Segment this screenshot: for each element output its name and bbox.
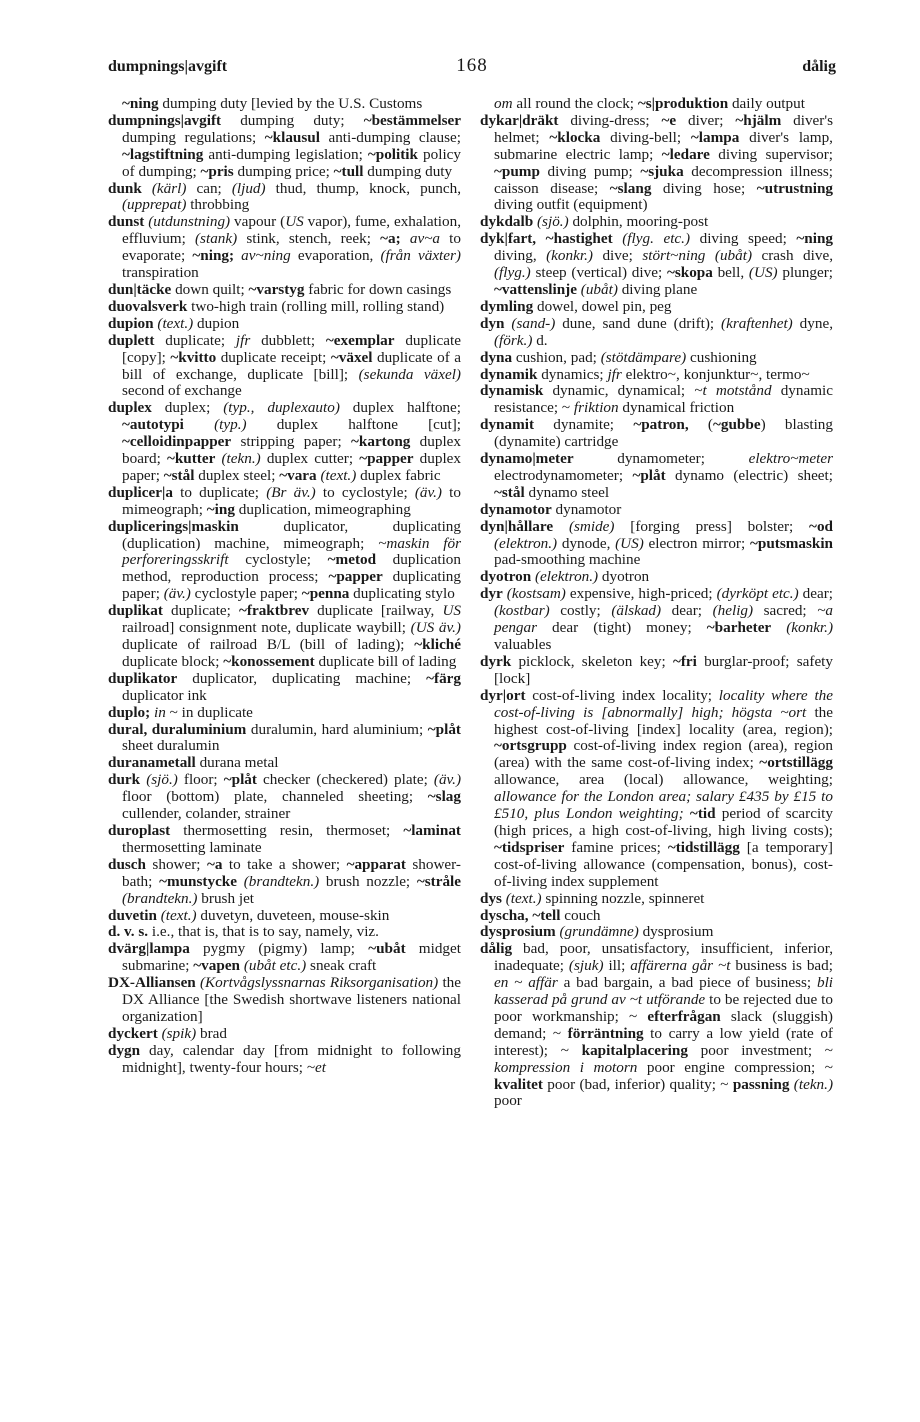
dictionary-entry: dyn (sand-) dune, sand dune (drift); (kraftenhet) dyne, (förk.) d. (480, 314, 833, 349)
dictionary-entry: dyn|hållare (smide) [forging press] bolster; ~od (elektron.) dynode, (US) electron mirror; ~putsmaskin pad-smoothing machine (480, 517, 833, 569)
running-head (108, 55, 836, 84)
dictionary-entry: dymling dowel, dowel pin, peg (480, 297, 672, 315)
dictionary-entry: DX-Alliansen (Kortvågslyssnarnas Riksorganisation) the DX Alliance [the Swedish shortwave listeners national organization] (108, 974, 461, 1025)
dictionary-entry: duplicer|a to duplicate; (Br äv.) to cyclostyle; (äv.) to mimeograph; ~ing duplication, mimeographing (108, 483, 461, 518)
dictionary-entry: dålig bad, poor, unsatisfactory, insufficient, inferior, inadequate; (sjuk) ill; affärerna går ~t business is bad; en ~ affär a bad bargain, a bad piece of business; bli kasserad på grund av ~t utförande to be rejected due to poor workmanship; ~ efterfrågan slack (sluggish) demand; ~ förräntning to carry a low yield (rate of interest); ~ kapitalplacering poor investment; ~ kompression i motorn poor engine compression; ~ kvalitet poor (bad, inferior) quality; ~ passning (tekn.) poor (480, 940, 834, 1110)
dictionary-entry: dynamit dynamite; ~patron, (~gubbe) blasting (dynamite) cartridge (480, 416, 833, 451)
dictionary-entry: dynamik dynamics; jfr elektro~, konjunktur~, termo~ (480, 365, 810, 383)
first-headword: dumpnings|avgift (108, 58, 228, 75)
dictionary-entry: dygn day, calendar day [from midnight to following midnight], twenty-four hours; ~et (108, 1041, 461, 1076)
dictionary-entry: dyr|ort cost-of-living index locality; locality where the cost-of-living is [abnormally] high; högsta ~ort the highest cost-of-living [index] locality (area, region); ~ortsgrupp cost-of-living index region (area), region (area) with the same cost-of-living index; ~ortstillägg allowance, area (local) allowance, weighting; allowance for the London area; salary £435 by £15 to £510, plus London weighting; ~tid period of scarcity (high prices, a high cost-of-living, high living costs); ~tidspriser famine prices; ~tidstillägg [a temporary] cost-of-living allowance (compensation, bonus), cost-of-living index supplement (480, 686, 833, 890)
dictionary-entry: dynamo|meter dynamometer; elektro~meter electrodynamometer; ~plåt dynamo (electric) sheet; ~stål dynamo steel (480, 450, 833, 501)
dictionary-entry: om all round the clock; ~s|produktion daily output (494, 95, 805, 112)
dictionary-entry: dunst (utdunstning) vapour (US vapor), fume, exhalation, effluvium; (stank) stink, stench, reek; ~a; av~a to evaporate; ~ning; av~ning evaporation, (från växter) transpiration (108, 213, 462, 282)
dictionary-entry: dyr (kostsam) expensive, high-priced; (dyrköpt etc.) dear; (kostbar) costly; (älskad) dear; (helig) sacred; ~a pengar dear (tight) money; ~barheter (konkr.) valuables (480, 585, 834, 653)
dictionary-entry: dun|täcke down quilt; ~varstyg fabric for down casings (108, 280, 452, 298)
dictionary-entry: dys (text.) spinning nozzle, spinneret (480, 889, 705, 907)
dictionary-entry: duplex duplex; (typ., duplexauto) duplex halftone; ~autotypi (typ.) duplex halftone [cut]; ~celloidinpapper stripping paper; ~kartong duplex board; ~kutter (tekn.) duplex cutter; ~papper duplex paper; ~stål duplex steel; ~vara (text.) duplex fabric (108, 399, 461, 484)
dictionary-entry: duovalsverk two-high train (rolling mill, rolling stand) (108, 297, 445, 315)
dictionary-entry: dynamisk dynamic, dynamical; ~t motstånd dynamic resistance; ~ friktion dynamical friction (480, 382, 833, 417)
dictionary-entry: dyrk picklock, skeleton key; ~fri burglar-proof; safety [lock] (480, 652, 833, 687)
dictionary-entry: duroplast thermosetting resin, thermoset; ~laminat thermosetting laminate (108, 821, 461, 856)
dictionary-entry: dunk (kärl) can; (ljud) thud, thump, knock, punch, (upprepat) throbbing (108, 179, 461, 214)
last-headword: dålig (802, 58, 836, 75)
dictionary-entry: dupion (text.) dupion (108, 314, 240, 332)
dictionary-entry: dykdalb (sjö.) dolphin, mooring-post (480, 213, 709, 231)
dictionary-entry: duplikat duplicate; ~fraktbrev duplicate [railway, US railroad] consignment note, duplicate waybill; (US äv.) duplicate of railroad B/L (bill of lading); ~kliché duplicate block; ~konossement duplicate bill of lading (108, 602, 461, 670)
dictionary-entry: durk (sjö.) floor; ~plåt checker (checkered) plate; (äv.) floor (bottom) plate, channeled sheeting; ~slag cullender, colander, strainer (108, 771, 462, 823)
dictionary-entry: dyckert (spik) brad (108, 1024, 227, 1042)
dictionary-entry: dyscha, ~tell couch (480, 906, 601, 924)
dictionary-entry: d. v. s. i.e., that is, that is to say, namely, viz. (108, 923, 379, 941)
dictionary-entry: dysprosium (grundämne) dysprosium (480, 923, 714, 941)
dictionary-entry: dumpnings|avgift dumping duty; ~bestämmelser dumping regulations; ~klausul anti-dumping clause; ~lagstiftning anti-dumping legislation; ~politik policy of dumping; ~pris dumping price; ~tull dumping duty (108, 111, 461, 180)
left-column (108, 96, 461, 1077)
dictionary-entry: dyk|fart, ~hastighet (flyg. etc.) diving speed; ~ning diving, (konkr.) dive; stört~ning (ubåt) crash dive, (flyg.) steep (vertical) dive; ~skopa bell, (US) plunger; ~vattenslinje (ubåt) diving plane (480, 230, 834, 298)
dictionary-entry: dyna cushion, pad; (stötdämpare) cushioning (480, 348, 757, 366)
dictionary-entry: duplicerings|maskin duplicator, duplicating (duplication) machine, mimeograph; ~maskin för perforeringsskrift cyclostyle; ~metod duplication method, reproduction process; ~papper duplicating paper; (äv.) cyclostyle paper; ~penna duplicating stylo (108, 517, 461, 603)
dictionary-entry: duranametall durana metal (108, 754, 279, 772)
dictionary-entry: ~ning dumping duty [levied by the U.S. Customs (122, 95, 423, 112)
dictionary-entry: dusch shower; ~a to take a shower; ~apparat shower-bath; ~munstycke (brandtekn.) brush nozzle; ~stråle (brandtekn.) brush jet (108, 855, 462, 907)
dictionary-entry: duvetin (text.) duvetyn, duveteen, mouse-skin (108, 906, 390, 924)
dictionary-entry: duplo; in ~ in duplicate (108, 703, 253, 721)
dictionary-entry: dural, duraluminium duralumin, hard aluminium; ~plåt sheet duralumin (108, 720, 461, 755)
right-column (480, 96, 833, 1110)
dictionary-entry: dvärg|lampa pygmy (pigmy) lamp; ~ubåt midget submarine; ~vapen (ubåt etc.) sneak craft (108, 940, 461, 975)
page-number: 168 (456, 55, 488, 76)
dictionary-entry: duplikator duplicator, duplicating machine; ~färg duplicator ink (108, 669, 461, 704)
dictionary-entry: dykar|dräkt diving-dress; ~e diver; ~hjälm diver's helmet; ~klocka diving-bell; ~lampa diver's lamp, submarine electric lamp; ~ledare diving supervisor; ~pump diving pump; ~sjuka decompression illness; caisson disease; ~slang diving hose; ~utrustning diving outfit (equipment) (480, 111, 833, 214)
dictionary-entry: dynamotor dynamotor (480, 500, 622, 518)
dictionary-entry: dyotron (elektron.) dyotron (480, 568, 650, 586)
dictionary-entry: duplett duplicate; jfr dubblett; ~exemplar duplicate [copy]; ~kvitto duplicate receipt; ~växel duplicate of a bill of exchange, duplicate [bill]; (sekunda växel) second of exchange (108, 331, 461, 400)
